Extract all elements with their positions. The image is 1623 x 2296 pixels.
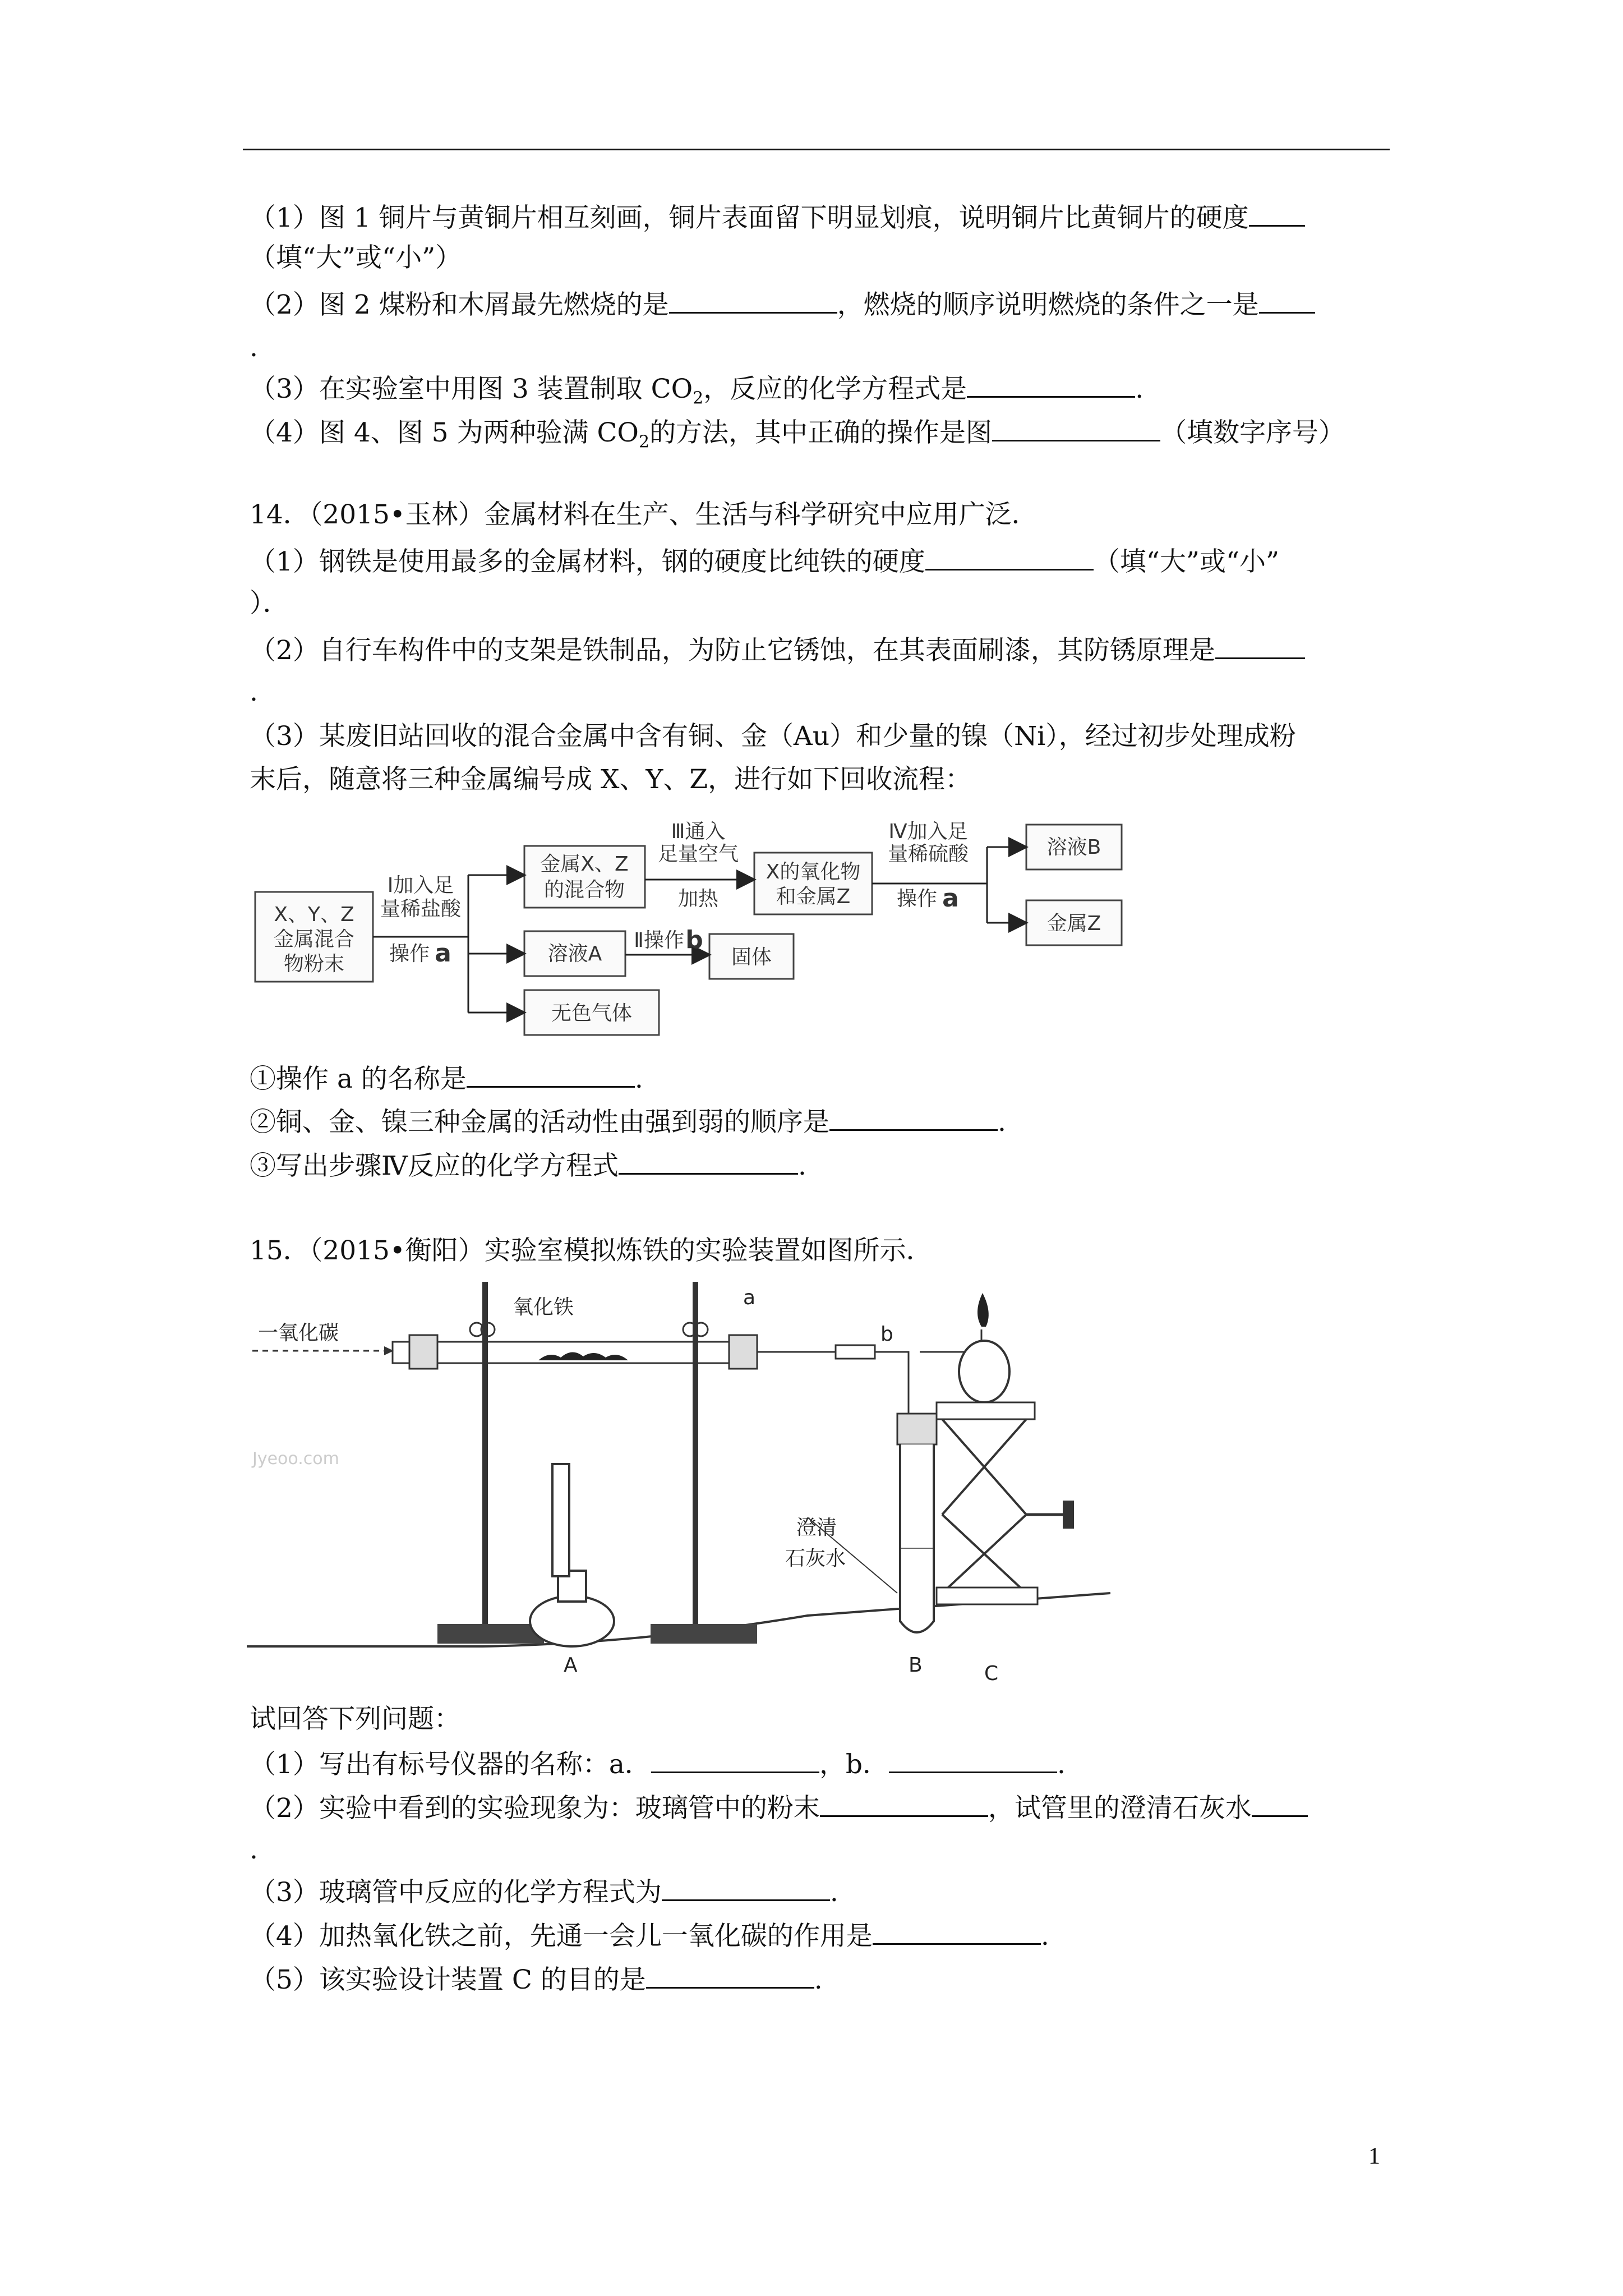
answer-blank[interactable] <box>669 286 837 314</box>
q14-part-1b: ）． <box>250 588 289 619</box>
step4-label-2: 量稀硫酸 <box>887 843 969 866</box>
answer-blank[interactable] <box>646 1961 814 1989</box>
iron-smelting-apparatus <box>247 1279 1122 1694</box>
answer-blank[interactable] <box>619 1147 798 1175</box>
answer-blank[interactable] <box>662 1874 830 1901</box>
q14-part-2: （2）自行车构件中的支架是铁制品，为防止它锈蚀，在其表面刷漆，其防锈原理是 <box>250 632 1305 668</box>
q15-q1: （1）写出有标号仪器的名称：a． ，b． . <box>250 1746 1066 1782</box>
answer-blank[interactable] <box>651 1746 819 1773</box>
header-rule <box>243 149 1390 150</box>
q15-q5: （5）该实验设计装置 C 的目的是 . <box>250 1961 823 1997</box>
solid-label: 固体 <box>731 946 772 969</box>
limewater-label-2: 石灰水 <box>785 1547 846 1570</box>
alcohol-lamp-a <box>530 1464 614 1646</box>
q14-sub-2: ②铜、金、镍三种金属的活动性由强到弱的顺序是 . <box>250 1103 1006 1139</box>
recovery-flowchart <box>247 813 1144 1049</box>
alcohol-lamp-c <box>937 1293 1074 1604</box>
oxide-label-2: 和金属Z <box>776 885 851 908</box>
label-b: b <box>880 1323 893 1346</box>
step2-op: b <box>685 926 703 954</box>
q14-sub-3: ③写出步骤Ⅳ反应的化学方程式 . <box>250 1147 806 1183</box>
step2-label: Ⅱ操作 <box>634 929 684 952</box>
label-apparatus-c: C <box>984 1662 999 1685</box>
label-apparatus-b: B <box>909 1654 923 1677</box>
watermark: Jyeoo.com <box>252 1449 339 1469</box>
limewater-label-1: 澄清 <box>796 1516 837 1539</box>
answer-blank[interactable] <box>1259 286 1315 314</box>
q14-part-2b: . <box>250 677 258 707</box>
answer-blank[interactable] <box>1215 632 1305 659</box>
q14-part-3: （3）某废旧站回收的混合金属中含有铜、金（Au）和少量的镍（Ni），经过初步处理成粉 <box>250 721 1296 752</box>
answer-blank[interactable] <box>992 414 1160 441</box>
step3-label-1: Ⅲ通入 <box>671 820 726 843</box>
q15-q2b: . <box>250 1834 258 1865</box>
co-inlet <box>252 1346 394 1355</box>
answer-blank[interactable] <box>925 543 1094 570</box>
answer-blank[interactable] <box>873 1917 1041 1945</box>
start-label-2: 金属混合 <box>273 928 355 951</box>
solution-b-label: 溶液B <box>1046 836 1101 859</box>
step1-label-2: 量稀盐酸 <box>380 898 462 921</box>
answer-blank[interactable] <box>967 370 1135 398</box>
step4-op: a <box>942 884 959 913</box>
label-apparatus-a: A <box>564 1654 578 1677</box>
solution-a-label: 溶液A <box>547 942 602 965</box>
step3-label-3: 加热 <box>677 887 719 910</box>
q14-part-1: （1）钢铁是使用最多的金属材料，钢的硬度比纯铁的硬度 （填“大”或“小” <box>250 543 1279 579</box>
answer-blank[interactable] <box>1249 199 1305 227</box>
answer-blank[interactable] <box>889 1746 1057 1773</box>
test-tube-b <box>897 1414 937 1632</box>
q15-q4: （4）加热氧化铁之前，先通一会儿一氧化碳的作用是 . <box>250 1917 1049 1953</box>
oxide-label-1: X的氧化物 <box>766 861 861 884</box>
gas-label: 无色气体 <box>551 1002 633 1025</box>
metal-z-label: 金属Z <box>1046 912 1101 935</box>
label-a: a <box>743 1286 756 1309</box>
step4-label-1: Ⅳ加入足 <box>888 820 968 843</box>
q14-title: 14．（2015•玉林）金属材料在生产、生活与科学研究中应用广泛． <box>250 499 1038 530</box>
step1-label-1: Ⅰ加入足 <box>387 874 454 897</box>
answer-blank[interactable] <box>820 1789 988 1817</box>
q14-part-3b: 末后，随意将三种金属编号成 X、Y、Z，进行如下回收流程： <box>250 764 972 795</box>
q14-sub-1: ①操作 a 的名称是 . <box>250 1060 643 1096</box>
step4-label-3: 操作 <box>896 887 938 910</box>
q15-title: 15．（2015•衡阳）实验室模拟炼铁的实验装置如图所示． <box>250 1235 933 1266</box>
q15-intro: 试回答下列问题： <box>250 1704 460 1734</box>
q13-line-2b: . <box>250 332 258 363</box>
co-label: 一氧化碳 <box>258 1322 339 1345</box>
q13-line-3: （3）在实验室中用图 3 装置制取 $CO_2$，反应的化学方程式是 . <box>250 370 1144 415</box>
step3-label-2: 足量空气 <box>657 843 739 866</box>
step1-op: a <box>435 939 451 968</box>
q13-line-2: （2）图 2 煤粉和木屑最先燃烧的是 ，燃烧的顺序说明燃烧的条件之一是 <box>250 286 1315 322</box>
iron-oxide-label: 氧化铁 <box>513 1296 574 1319</box>
q13-line-4: （4）图 4、图 5 为两种验满 $CO_2$的方法，其中正确的操作是图 （填数字序号） <box>250 414 1345 459</box>
q15-q3: （3）玻璃管中反应的化学方程式为 . <box>250 1874 838 1910</box>
start-label-1: X、Y、Z <box>274 903 354 926</box>
answer-blank[interactable] <box>1252 1789 1308 1817</box>
start-label-3: 物粉末 <box>283 953 345 976</box>
q13-line-1: （1）图 1 铜片与黄铜片相互刻画，铜片表面留下明显划痕，说明铜片比黄铜片的硬度 <box>250 199 1305 235</box>
q13-line-1b: （填“大”或“小”） <box>250 242 462 273</box>
answer-blank[interactable] <box>467 1060 635 1088</box>
step1-label-3: 操作 <box>389 942 430 965</box>
page-number: 1 <box>1368 2143 1380 2169</box>
q15-q2: （2）实验中看到的实验现象为：玻璃管中的粉末 ，试管里的澄清石灰水 <box>250 1789 1308 1825</box>
answer-blank[interactable] <box>829 1103 998 1131</box>
mixture-label-2: 的混合物 <box>543 878 625 901</box>
mixture-label-1: 金属X、Z <box>540 853 629 876</box>
